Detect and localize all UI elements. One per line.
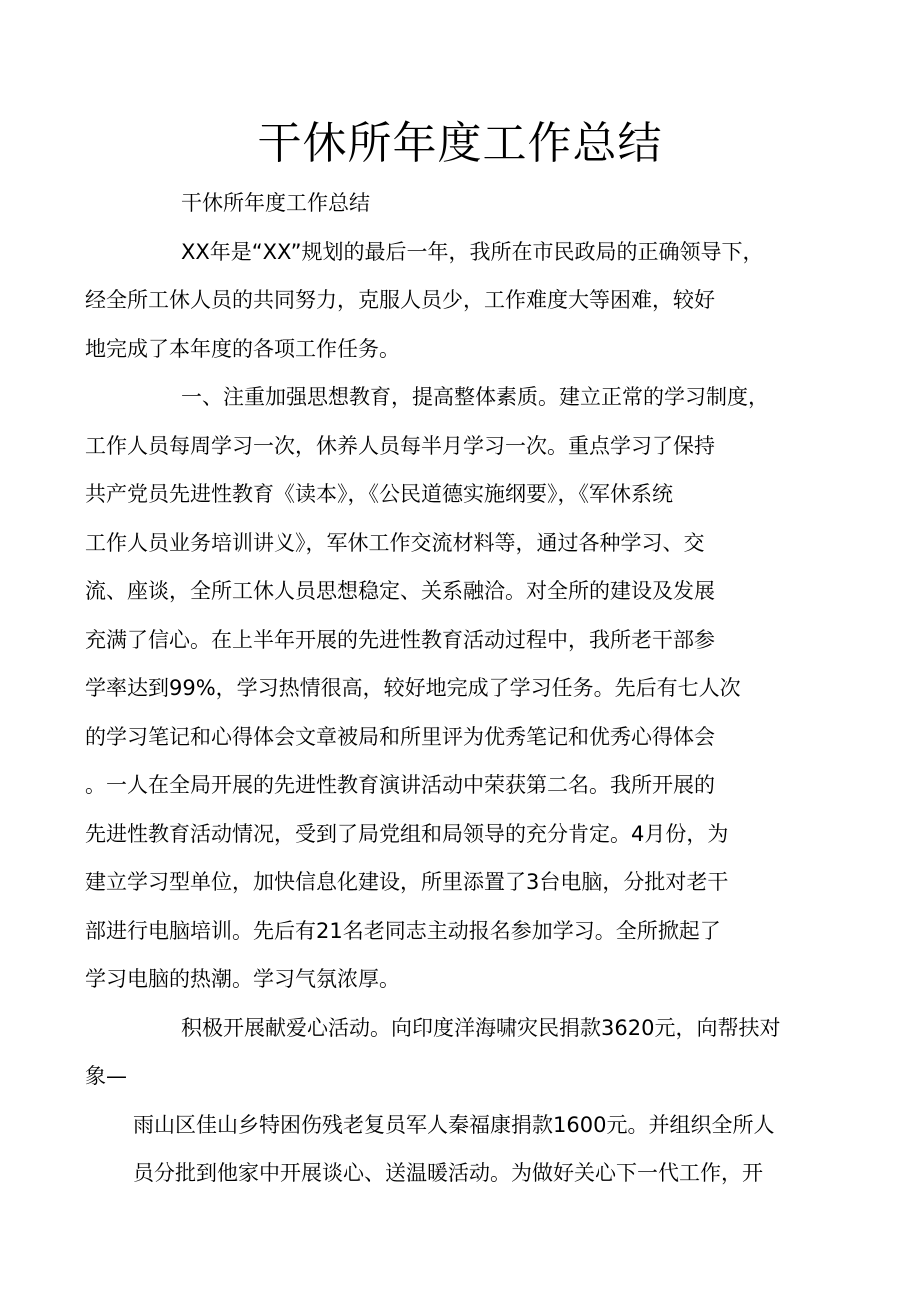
paragraph-line: 。一人在全局开展的先进性教育演讲活动中荣获第二名。我所开展的 (85, 773, 715, 797)
continuation-paragraph (133, 1101, 785, 1198)
paragraph-line: 学率达到99%，学习热情很高，较好地完成了学习任务。先后有七人次 (85, 676, 741, 700)
document-body (85, 179, 785, 1198)
paragraph-line: 积极开展献爱心活动。向印度洋海啸灾民捐款3620元，向帮扶对 (181, 1015, 781, 1040)
paragraph-line: 员分批到他家中开展谈心、送温暖活动。为做好关心下一代工作，开 (133, 1161, 763, 1185)
paragraph-line: 经全所工休人员的共同努力，克服人员少，工作难度大等困难，较好 (85, 288, 715, 312)
paragraph-line: 先进性教育活动情况，受到了局党组和局领导的充分肯定。4月份，为 (85, 821, 729, 846)
paragraph-line: 共产党员先进性教育《读本》，《公民道德实施纲要》，《军休系统 (85, 482, 673, 506)
paragraph-line: 地完成了本年度的各项工作任务。 (85, 336, 400, 361)
subtitle-line: 干休所年度工作总结 (181, 191, 370, 215)
paragraph-line: 工作人员每周学习一次，休养人员每半月学习一次。重点学习了保持 (85, 433, 715, 458)
paragraph-line: 建立学习型单位，加快信息化建设，所里添置了3台电脑，分批对老干 (85, 870, 729, 894)
paragraph-line: 学习电脑的热潮。学习气氛浓厚。 (85, 967, 400, 991)
paragraph-line: 雨山区佳山乡特困伤残老复员军人秦福康捐款1600元。并组织全所人 (133, 1112, 775, 1137)
paragraph-line: 的学习笔记和心得体会文章被局和所里评为优秀笔记和优秀心得体会 (85, 724, 715, 749)
paragraph-line: 充满了信心。在上半年开展的先进性教育活动过程中，我所老干部参 (85, 627, 715, 652)
intro-paragraph (85, 228, 785, 374)
subtitle-paragraph (133, 179, 785, 228)
charity-paragraph (85, 1004, 785, 1101)
paragraph-line: XX年是“XX”规划的最后一年，我所在市民政局的正确领导下， (181, 239, 764, 264)
paragraph-line: 一、注重加强思想教育，提高整体素质。建立正常的学习制度， (181, 385, 769, 409)
paragraph-line: 流、座谈，全所工休人员思想稳定、关系融洽。对全所的建设及发展 (85, 579, 715, 603)
paragraph-line: 工作人员业务培训讲义》，军休工作交流材料等，通过各种学习、交 (85, 530, 705, 555)
document-title: 干休所年度工作总结 (257, 118, 663, 169)
paragraph-line: 象— (85, 1064, 127, 1088)
section-one-paragraph (85, 373, 785, 1004)
paragraph-line: 部进行电脑培训。先后有21名老同志主动报名参加学习。全所掀起了 (85, 918, 721, 943)
